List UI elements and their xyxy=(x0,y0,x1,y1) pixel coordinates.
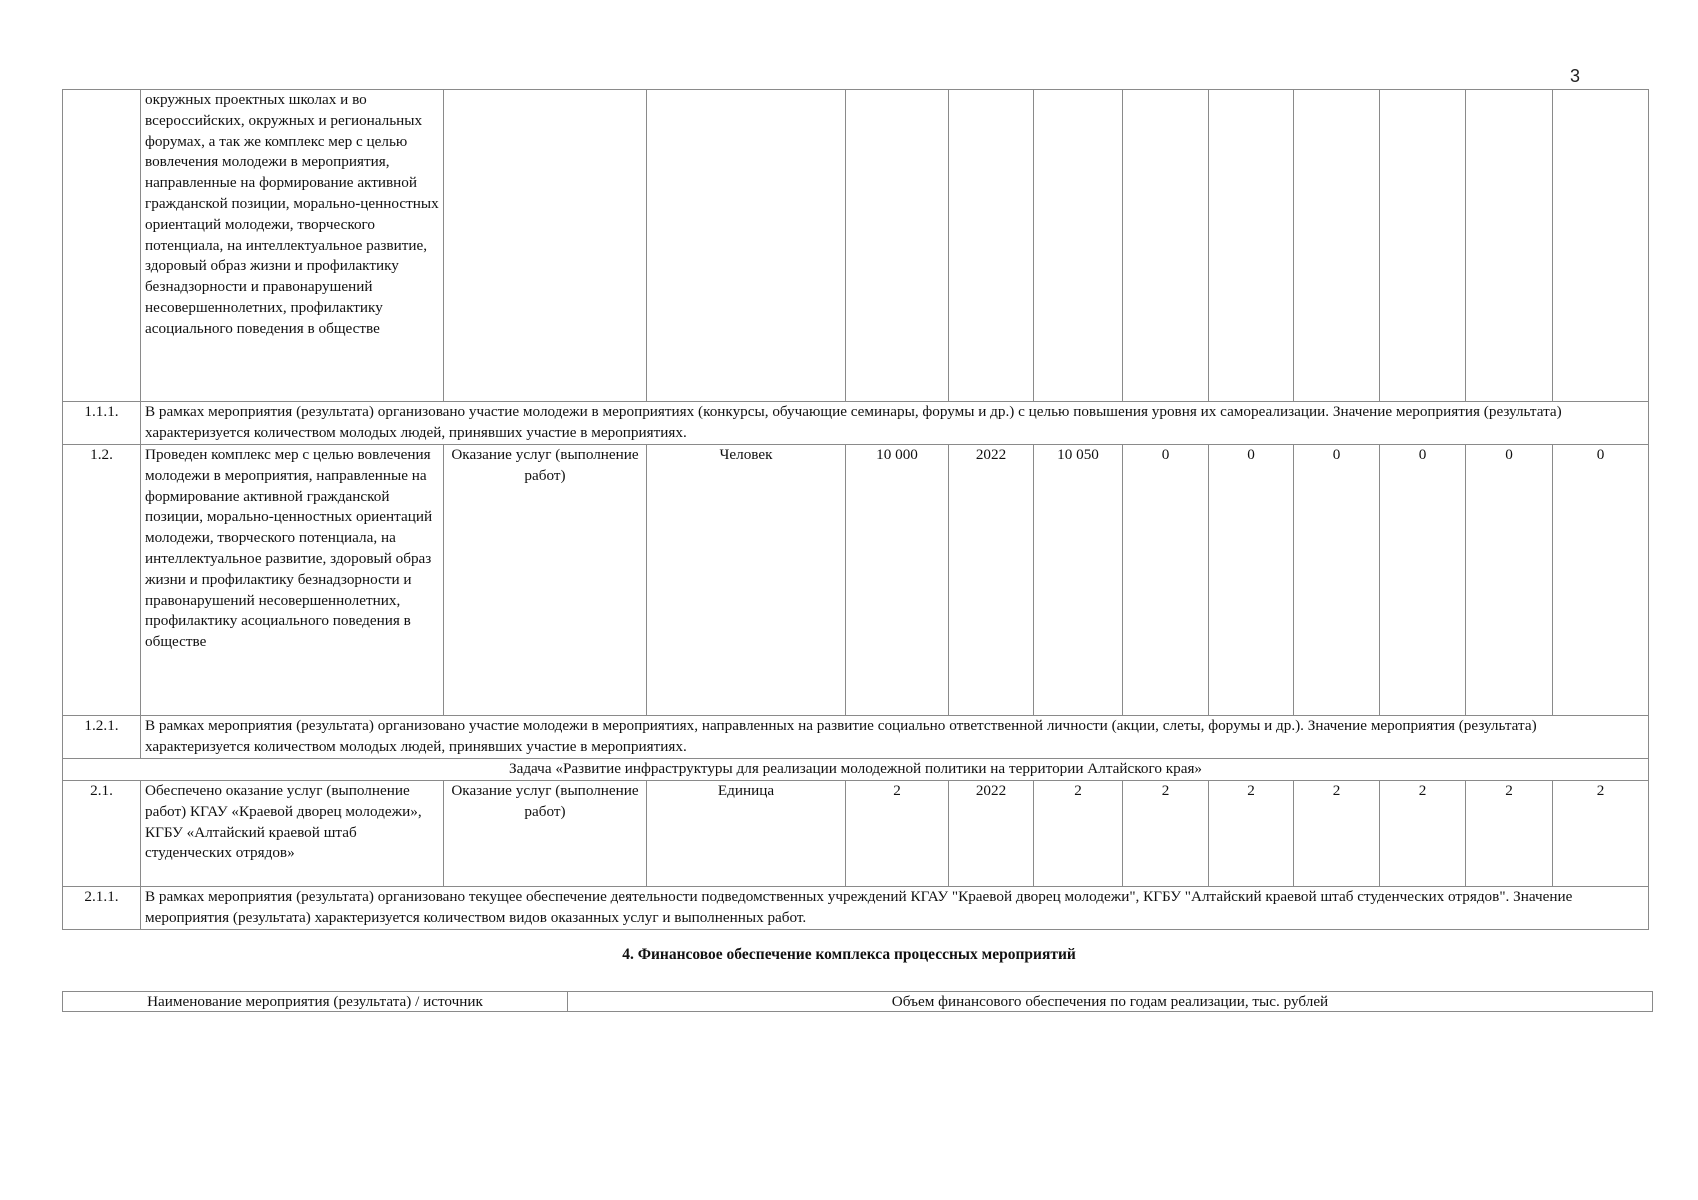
result-type: Оказание услуг (выполнение работ) xyxy=(444,781,647,887)
financing-table xyxy=(62,991,1653,1012)
row-number: 1.2. xyxy=(63,445,141,716)
column-header: Объем финансового обеспечения по годам реализации, тыс. рублей xyxy=(568,992,1653,1012)
year-value: 0 xyxy=(1294,445,1380,716)
result-name: окружных проектных школах и во всероссийских, окружных и региональных форумах, а так же комплекс мер с целью вовлечения молодежи в мероприятия, направленные на формирование активной гражданской позиции, морально-ценностных ориентаций молодежи, творческого потенциала, на интеллектуальное развитие, здоровый образ жизни и профилактику безнадзорности и правонарушений несовершеннолетних, профилактику асоциального поведения в обществе xyxy=(141,90,444,402)
year-value: 0 xyxy=(1209,445,1294,716)
table-header-row xyxy=(63,992,1653,1012)
row-number: 2.1. xyxy=(63,781,141,887)
table-row xyxy=(63,887,1649,930)
base-value: 2 xyxy=(846,781,949,887)
unit: Человек xyxy=(647,445,846,716)
row-number: 1.2.1. xyxy=(63,716,141,759)
base-year: 2022 xyxy=(949,781,1034,887)
year-value: 2 xyxy=(1123,781,1209,887)
page-number: 3 xyxy=(1570,66,1581,86)
table-row xyxy=(63,90,1649,402)
year-value: 2 xyxy=(1034,781,1123,887)
row-number xyxy=(63,90,141,402)
row-number: 2.1.1. xyxy=(63,887,141,930)
year-value: 2 xyxy=(1209,781,1294,887)
year-value: 2 xyxy=(1380,781,1466,887)
year-value: 0 xyxy=(1380,445,1466,716)
column-header: Наименование мероприятия (результата) / источник xyxy=(63,992,568,1012)
year-value: 0 xyxy=(1466,445,1553,716)
year-value: 0 xyxy=(1123,445,1209,716)
section-title: 4. Финансовое обеспечение комплекса процессных мероприятий xyxy=(622,946,1076,963)
year-value: 2 xyxy=(1553,781,1649,887)
result-description: В рамках мероприятия (результата) организовано текущее обеспечение деятельности подведомственных учреждений КГАУ "Краевой дворец молодежи", КГБУ "Алтайский краевой штаб студенческих отрядов". Значение мероприятия (результата) характеризуется количеством видов оказанных услуг и выполненных работ. xyxy=(141,887,1649,930)
result-name: Обеспечено оказание услуг (выполнение работ) КГАУ «Краевой дворец молодежи», КГБУ «Алтайский краевой штаб студенческих отрядов» xyxy=(141,781,444,887)
row-number: 1.1.1. xyxy=(63,402,141,445)
result-description: В рамках мероприятия (результата) организовано участие молодежи в мероприятиях (конкурсы, обучающие семинары, форумы и др.) с целью повышения уровня их самореализации. Значение мероприятия (результата) характеризуется количеством молодых людей, принявших участие в мероприятиях. xyxy=(141,402,1649,445)
table-row xyxy=(63,781,1649,887)
base-year: 2022 xyxy=(949,445,1034,716)
year-value: 10 050 xyxy=(1034,445,1123,716)
table-row xyxy=(63,716,1649,759)
table-row xyxy=(63,759,1649,781)
year-value: 2 xyxy=(1294,781,1380,887)
task-heading: Задача «Развитие инфраструктуры для реализации молодежной политики на территории Алтайского края» xyxy=(63,759,1649,781)
table-row xyxy=(63,445,1649,716)
base-value: 10 000 xyxy=(846,445,949,716)
results-table xyxy=(62,89,1649,930)
year-value: 2 xyxy=(1466,781,1553,887)
year-value: 0 xyxy=(1553,445,1649,716)
result-type: Оказание услуг (выполнение работ) xyxy=(444,445,647,716)
result-description: В рамках мероприятия (результата) организовано участие молодежи в мероприятиях, направленных на развитие социально ответственной личности (акции, слеты, форумы и др.). Значение мероприятия (результата) характеризуется количеством молодых людей, принявших участие в мероприятиях. xyxy=(141,716,1649,759)
unit: Единица xyxy=(647,781,846,887)
table-row xyxy=(63,402,1649,445)
result-name: Проведен комплекс мер с целью вовлечения молодежи в мероприятия, направленные на формирование активной гражданской позиции, морально-ценностных ориентаций молодежи, творческого потенциала, на интеллектуальное развитие, здоровый образ жизни и профилактику безнадзорности и правонарушений несовершеннолетних, профилактику асоциального поведения в обществе xyxy=(141,445,444,716)
